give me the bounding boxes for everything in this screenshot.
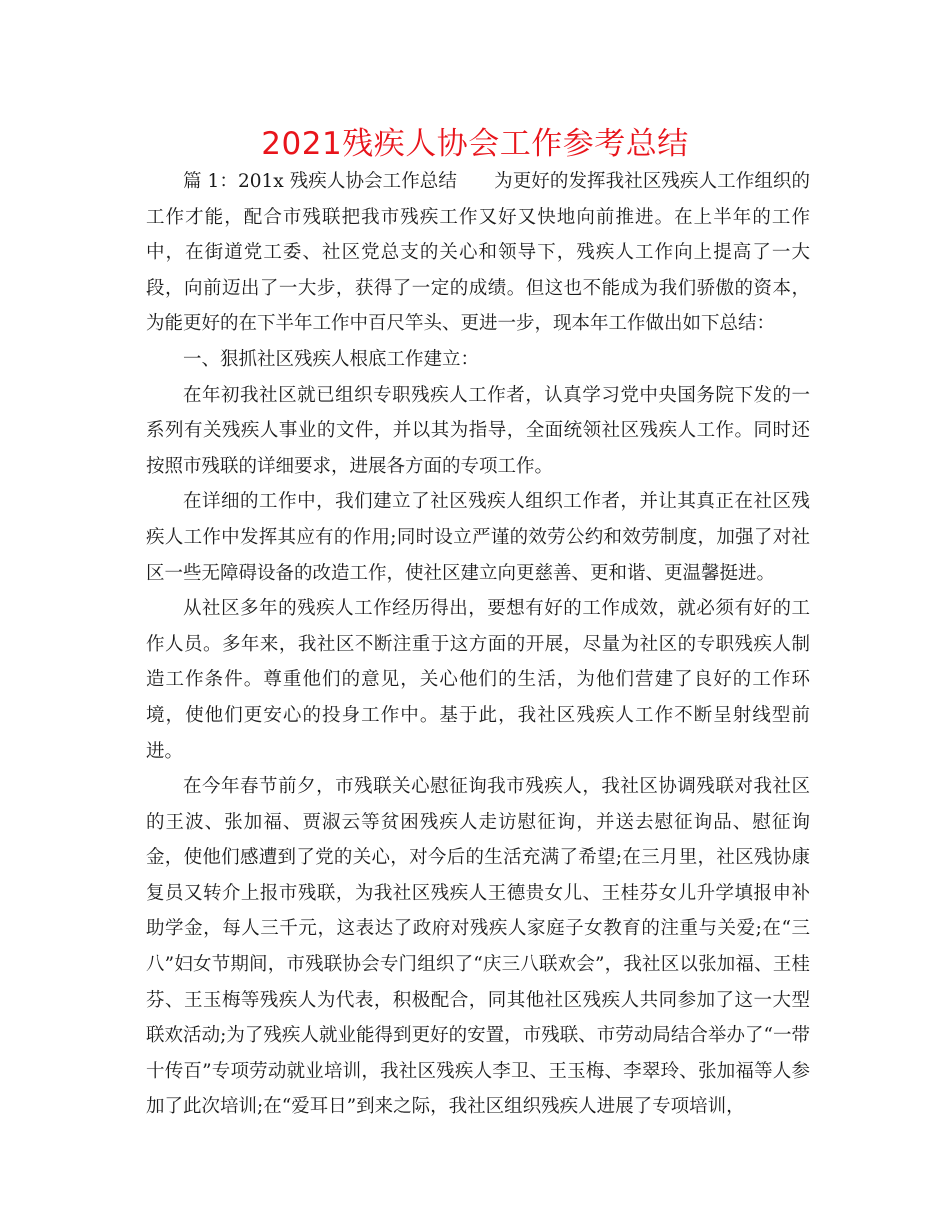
paragraph: 在详细的工作中，我们建立了社区残疾人组织工作者，并让其真正在社区残疾人工作中发挥其应有的作用;同时设立严谨的效劳公约和效劳制度，加强了对社区一些无障碍设备的改造工作，使社区建立向更慈善、更和谐、更温馨挺进。: [146, 491, 810, 584]
paragraph: 在年初我社区就已组织专职残疾人工作者，认真学习党中央国务院下发的一系列有关残疾人事业的文件，并以其为指导，全面统领社区残疾人工作。同时还按照市残联的详细要求，进展各方面的专项工作。: [146, 384, 810, 477]
paragraph: 篇 1：201x 残疾人协会工作总结 为更好的发挥我社区残疾人工作组织的工作才能，配合市残联把我市残疾工作又好又快地向前推进。在上半年的工作中，在街道党工委、社区党总支的关心和领导下，残疾人工作向上提高了一大段，向前迈出了一大步，获得了一定的成绩。但这也不能成为我们骄傲的资本，为能更好的在下半年工作中百尺竿头、更进一步，现本年工作做出如下总结：: [146, 171, 810, 335]
paragraph: 在今年春节前夕，市残联关心慰征询我市残疾人，我社区协调残联对我社区的王波、张加福、贾淑云等贫困残疾人走访慰征询，并送去慰征询品、慰征询金，使他们感遭到了党的关心，对今后的生活充满了希望;在三月里，社区残协康复员又转介上报市残联，为我社区残疾人王德贵女儿、王桂芬女儿升学填报申补助学金，每人三千元，这表达了政府对残疾人家庭子女教育的注重与关爱;在“三八”妇女节期间，市残联协会专门组织了“庆三八联欢会”，我社区以张加福、王桂芬、王玉梅等残疾人为代表，积极配合，同其他社区残疾人共同参加了这一大型联欢活动;为了残疾人就业能得到更好的安置，市残联、市劳动局结合举办了“一带十传百”专项劳动就业培训，我社区残疾人李卫、王玉梅、李翠玲、张加福等人参加了此次培训;在“爱耳日”到来之际，我社区组织残疾人进展了专项培训，: [146, 776, 810, 1118]
paragraph: 一、狠抓社区残疾人根底工作建立：: [183, 348, 480, 370]
paragraph: 从社区多年的残疾人工作经历得出，要想有好的工作成效，就必须有好的工作人员。多年来，我社区不断注重于这方面的开展，尽量为社区的专职残疾人制造工作条件。尊重他们的意见，关心他们的生活，为他们营建了良好的工作环境，使他们更安心的投身工作中。基于此，我社区残疾人工作不断呈射线型前进。: [146, 598, 810, 762]
document-title: 2021残疾人协会工作参考总结: [261, 126, 689, 162]
document-body: [146, 164, 810, 1125]
